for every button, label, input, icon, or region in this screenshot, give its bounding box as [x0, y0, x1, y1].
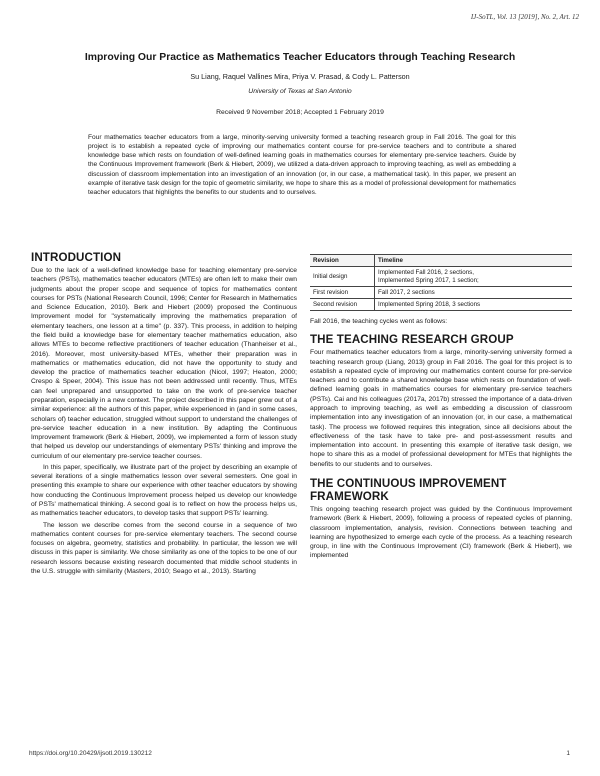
table-cell-timeline: Implemented Spring 2018, 3 sections — [375, 299, 573, 311]
table-row — [310, 299, 572, 311]
teaching-research-group-heading: THE TEACHING RESEARCH GROUP — [310, 333, 514, 347]
right-column — [310, 252, 572, 561]
table-cell-timeline: Fall 2017, 2 sections — [375, 287, 573, 299]
table-cell-revision: Second revision — [310, 299, 375, 311]
affiliation: University of Texas at San Antonio — [248, 88, 352, 95]
teaching-research-group-paragraph: Four mathematics teacher educators from a large, minority-serving university formed a teaching research group (Liang, 2013) group in Fall 2016. The goal for this project is to establish a repeated cycle of improving our mathematics content course for pre-service teachers and to contribute a shared knowledge base which rests on foundation of well-defined learning goals in mathematics courses for elementary pre-service teachers (PSTs). Cai and his colleagues (2017a, 2017b) stressed the importance of a data-driven approach to improving teaching, as well as embedding a discussion of classroom implementation into any investigation of an innovation (or, in our case, a mathematical task). The process we followed requires this integration, since all decisions about the effectiveness of the task have to take pre- and post-assessment results and implementation into account. In presenting this example of iterative task design, we hope to share this as a model of professional development for MTEs that highlights the benefits to our students and to ourselves. — [310, 349, 572, 468]
table-header-row — [310, 255, 572, 267]
table-row — [310, 287, 572, 299]
timeline-line: Implemented Fall 2016, 2 sections, — [378, 268, 474, 276]
introduction-paragraph-1: Due to the lack of a well-defined knowledge base for teaching elementary pre-service teachers (PSTs), mathematics teacher educators (MTEs) are often left to make their own judgments about the proper scope and sequence of topics for mathematics content courses for PSTs (National Research Council, 1996; Center for Research in Mathematics and Science Education, 2010). Berk and Hiebert (2009) proposed the Continuous Improvement model for "systematically improving the mathematics preparation of elementary teachers, one lesson at a time" (p. 337). This process, in addition to helping the field build a knowledge base for elementary teacher mathematics education, also allows MTEs to become reflective practitioners of teacher education (Thanheiser et al., 2016). Moreover, most university-based MTEs, whether their preparation was in mathematics or mathematics education, did not have the opportunity to study and develop the practice of mathematics teacher education (Nicol, 1997; Heaton, 2000; Crespo & Speer, 2004). This issue has not been addressed until recently. Thus, MTEs can feel unprepared and unsupported to take on the work of pre-service teacher preparation, especially in a new context. The project described in this paper grew out of a similar experience: all the authors of this paper, while experienced in (and in some cases, scholars of) teacher education, struggled without support to understand the challenges of pre-service teacher education in a new institution. By adapting the Continuous Improvement framework (Berk & Hiebert, 2009), we implemented a form of lesson study that helped us develop our understandings of elementary PSTs' thinking and improve the curriculum of our elementary pre-service teacher courses. — [31, 267, 297, 460]
introduction-paragraph-2: In this paper, specifically, we illustrate part of the project by describing an example of several iterations of a single mathematics lesson over several semesters. One goal in presenting this example to share our experience with other teacher educators by showing how conducting the Continuous Improvement process helped us develop our knowledge of PSTs' mathematical thinking. A second goal is to reflect on how the process helps us, as mathematics teacher educators, to develop tasks that support PSTs' learning. — [31, 463, 297, 518]
introduction-paragraph-3: The lesson we describe comes from the second course in a sequence of two mathematics content courses for pre-service elementary teachers. The second course focuses on algebra, geometry, statistics and probability. In particular, the lesson we will discuss in this paper is similarity. We chose similarity as one of the topics to be one of our research lessons because existing research documented that middle school students in the U.S. struggle with similarity (Masters, 2010; Seago et al., 2013). Starting — [31, 521, 297, 575]
left-column — [31, 252, 297, 576]
timeline-line: Implemented Spring 2017, 1 section; — [378, 276, 479, 284]
author-list: Su Liang, Raquel Vallines Mira, Priya V. Prasad, & Cody L. Patterson — [190, 72, 410, 81]
doi-link[interactable]: https://doi.org/10.20429/ijsotl.2019.130212 — [29, 750, 152, 757]
revision-timeline-table — [310, 254, 572, 311]
table-cell-revision: First revision — [310, 287, 375, 299]
continuous-improvement-heading: THE CONTINUOUS IMPROVEMENT FRAMEWORK — [310, 476, 507, 503]
paper-title: Improving Our Practice as Mathematics Teacher Educators through Teaching Research — [84, 52, 516, 63]
continuous-improvement-paragraph: This ongoing teaching research project was guided by the Continuous Improvement framework (Berk & Hiebert, 2009), following a process of repeated cycles of planning, classroom implementation, analysis, revision. Connections between teaching and learning are hypothesized to emerge each cycle of the process. As a teaching research group, in line with the Continuous Improvement (CI) framework (Berk & Hiebert), we implemented — [310, 505, 572, 560]
table-header-revision: Revision — [310, 255, 375, 267]
running-head: IJ-SoTL, Vol. 13 [2019], No. 2, Art. 12 — [470, 13, 579, 21]
page-number: 1 — [566, 750, 570, 757]
received-accepted-dates: Received 9 November 2018; Accepted 1 February 2019 — [216, 109, 384, 116]
table-header-timeline: Timeline — [375, 255, 573, 267]
table-cell-revision: Initial design — [310, 267, 375, 287]
table-follow-text: Fall 2016, the teaching cycles went as follows: — [310, 318, 448, 325]
table-row — [310, 267, 572, 287]
table-cell-timeline — [375, 267, 573, 287]
introduction-heading: INTRODUCTION — [31, 251, 122, 264]
abstract: Four mathematics teacher educators from a large, minority-serving university formed a teaching research group in Fall 2016. The goal for this project is to establish a repeated cycle of improving our mathematics content course for pre-service teachers and to contribute a shared knowledge base which rests on foundation of well-defined learning goals in mathematics courses for elementary pre-service teachers. Guide by the Continuous Improvement framework (Berk & Hiebert, 2009), we utilized a data-driven approach to improving teaching, as well as embedding a discussion of classroom implementation into an investigation of an innovation (or, in our case, a mathematical task). In this paper, we present an example of iterative task design for the topic of geometric similarity, we hope to share this as a model of professional development for mathematics teacher educators that highlights the benefits to our students and to ourselves. — [88, 133, 516, 197]
